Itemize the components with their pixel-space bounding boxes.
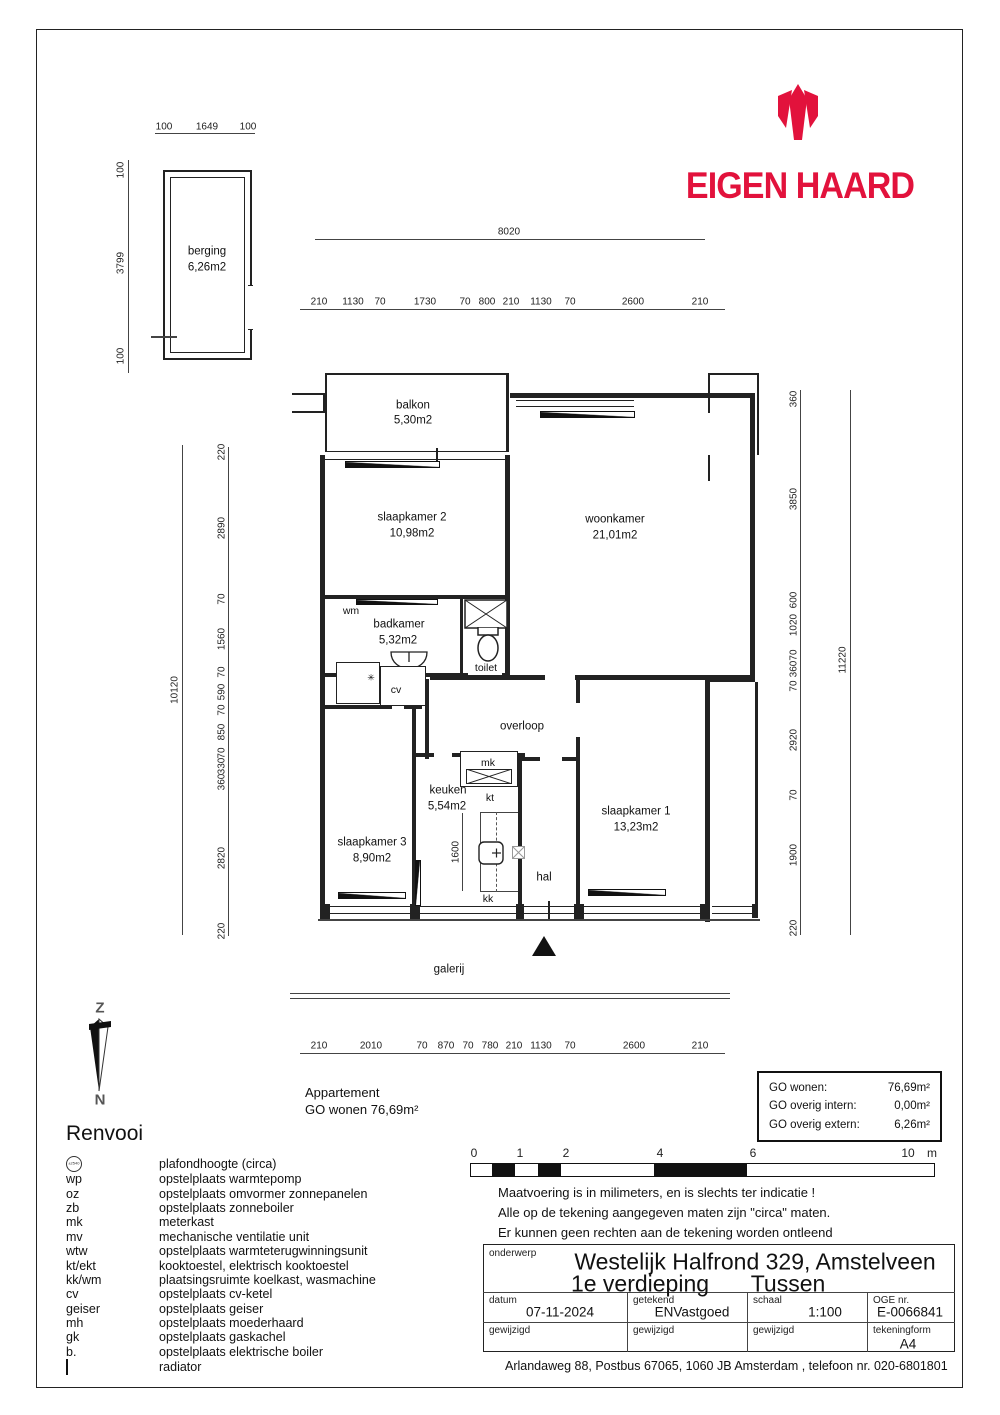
dim-total-right: 11220	[837, 646, 849, 674]
scale-bar	[470, 1163, 935, 1177]
wall	[502, 673, 510, 677]
label-mk: mk	[481, 757, 495, 769]
room-area-slaapkamer1: 13,23m2	[613, 821, 659, 834]
go-row: GO wonen: 76,69m²	[769, 1082, 930, 1095]
dim: 870	[437, 1040, 455, 1052]
wall	[505, 455, 510, 679]
tekeningform-label: tekeningform	[873, 1325, 931, 1336]
dim: 2890	[216, 516, 228, 540]
legend-row: mv mechanische ventilatie unit	[66, 1229, 310, 1244]
eigen-haard-shield-icon	[770, 84, 826, 158]
room-area-slaapkamer3: 8,90m2	[352, 852, 392, 865]
dim: 2600	[622, 1040, 646, 1052]
window-band	[516, 400, 634, 407]
legend-row: geiser opstelplaats geiser	[66, 1301, 264, 1316]
wall	[410, 904, 420, 920]
dim: 70	[374, 296, 386, 308]
dim: 2600	[621, 296, 645, 308]
dim-line-chain-bottom	[300, 1053, 725, 1054]
label-hal: hal	[536, 871, 552, 884]
oge-value: E-0066841	[876, 1304, 944, 1320]
datum-value: 07-11-2024	[525, 1304, 595, 1320]
gewijzigd-label: gewijzigd	[633, 1325, 675, 1336]
legend-row: wp opstelplaats warmtepomp	[66, 1172, 302, 1187]
wall	[325, 373, 508, 375]
wall	[576, 679, 580, 703]
dim: 2820	[216, 846, 228, 870]
room-label-balkon: balkon	[396, 399, 430, 412]
dim: 100	[239, 121, 257, 133]
room-label-slaapkamer1: slaapkamer 1	[601, 805, 671, 818]
dim-line-chain-left	[228, 447, 229, 936]
dim-total-left: 10120	[169, 676, 181, 704]
wall	[708, 373, 758, 375]
berging-door	[151, 336, 177, 338]
scale-segment	[492, 1164, 515, 1176]
wall	[574, 904, 584, 920]
scale-tick: 1	[516, 1146, 524, 1160]
wall	[708, 455, 710, 481]
dim: 220	[216, 922, 228, 940]
dim-line	[128, 160, 129, 373]
door-tick	[548, 901, 550, 919]
dim: 210	[310, 1040, 328, 1052]
dim-line-chain-right	[800, 390, 801, 935]
title-block-line	[483, 1322, 955, 1323]
wall	[750, 393, 755, 682]
project-title: Westelijk Halfrond 329, Amstelveen	[574, 1248, 936, 1275]
room-area-woonkamer: 21,01m2	[592, 529, 638, 542]
wall	[416, 753, 434, 757]
title-block-line	[483, 1292, 955, 1293]
legend-row: mh opstelplaats moederhaard	[66, 1316, 304, 1331]
dim: 70	[216, 704, 228, 716]
dim: 1649	[195, 121, 219, 133]
dim: 2920	[788, 728, 800, 752]
wall	[705, 677, 755, 682]
radiator-icon	[588, 889, 666, 896]
getekend-label: getekend	[633, 1295, 675, 1306]
dim: 210	[691, 1040, 709, 1052]
dim: 220	[216, 443, 228, 461]
label-kk: kk	[482, 893, 494, 905]
gewijzigd-label: gewijzigd	[489, 1325, 531, 1336]
room-area-berging: 6,26m2	[187, 261, 227, 274]
shower-icon	[464, 599, 508, 629]
label-overloop: overloop	[499, 720, 545, 733]
dim: 210	[502, 296, 520, 308]
project-position: Tussen	[750, 1270, 826, 1297]
wall	[752, 904, 758, 918]
dim: 330	[216, 757, 228, 775]
radiator-icon	[540, 411, 635, 418]
legend-row	[66, 1155, 436, 1172]
cv-box	[380, 666, 426, 706]
dim: 1130	[530, 1040, 552, 1052]
wall	[323, 393, 325, 413]
room-label-keuken: keuken	[429, 784, 467, 797]
note-line: Maatvoering is in milimeters, en is slechts ter indicatie !	[498, 1185, 816, 1200]
room-area-keuken: 5,54m2	[427, 800, 467, 813]
label-wm: wm	[342, 605, 360, 617]
wall	[506, 373, 509, 457]
window-band	[330, 906, 410, 914]
window-band	[584, 906, 700, 914]
window-band	[325, 451, 509, 460]
room-area-badkamer: 5,32m2	[378, 634, 418, 647]
scale-tick: 10	[901, 1146, 915, 1160]
dim-total-top: 8020	[497, 226, 521, 238]
vent-icon	[512, 846, 525, 859]
dim: 210	[310, 296, 328, 308]
dim: 850	[216, 723, 228, 741]
legend-row: wtw opstelplaats warmteterugwinningsunit	[66, 1244, 368, 1259]
project-floor: 1e verdieping	[570, 1270, 710, 1297]
dim-line-total-top	[315, 239, 705, 240]
dim: 780	[481, 1040, 499, 1052]
dim-keuken: 1600	[450, 840, 462, 864]
wall	[460, 599, 463, 675]
compass-z: Z	[95, 999, 105, 1017]
dim: 800	[478, 296, 496, 308]
dim: 590	[216, 683, 228, 701]
wall	[757, 373, 759, 455]
dim: 360	[788, 390, 800, 408]
dim: 70	[564, 296, 576, 308]
label-galerij: galerij	[433, 963, 465, 976]
dim: 1020	[788, 613, 800, 637]
compass-needle-icon	[86, 1014, 114, 1094]
wall	[510, 393, 755, 398]
window-band	[420, 906, 516, 914]
legend-label: radiator	[159, 1360, 202, 1375]
wall	[292, 393, 325, 395]
dim: 2010	[359, 1040, 383, 1052]
legend-row: b. opstelplaats elektrische boiler	[66, 1344, 323, 1359]
wall	[700, 904, 710, 920]
dim: 70	[216, 666, 228, 678]
radiator-icon	[356, 599, 438, 605]
note-line: Er kunnen geen rechten aan de tekening worden ontleend	[498, 1225, 833, 1241]
wall	[705, 682, 710, 922]
wall	[522, 757, 540, 761]
go-row: GO overig extern: 6,26m²	[769, 1118, 930, 1131]
dim: 1130	[342, 296, 364, 308]
note-line: Alle op de tekening aangegeven maten zijn "circa" maten.	[498, 1205, 831, 1221]
label-kt: kt	[485, 792, 495, 804]
dim: 70	[216, 593, 228, 605]
geiser-star: ✳	[367, 672, 375, 683]
dim: 100	[155, 121, 173, 133]
crossed-box-icon	[466, 769, 512, 784]
dim: 70	[459, 296, 471, 308]
dim: 70	[462, 1040, 474, 1052]
scale-tick: 0	[470, 1146, 478, 1160]
go-row: GO overig intern: 0,00m²	[769, 1100, 930, 1113]
galerij-line	[290, 998, 730, 999]
summary-line2: GO wonen 76,69m²	[305, 1102, 419, 1117]
room-area-slaapkamer2: 10,98m2	[389, 527, 435, 540]
dim-line-chain-top	[300, 309, 725, 310]
drawing-notes	[498, 1183, 833, 1243]
wall	[755, 682, 758, 914]
legend-label: plafondhoogte (circa)	[159, 1156, 277, 1171]
kitchen-sink-icon	[477, 840, 505, 866]
summary-line1: Appartement	[305, 1085, 380, 1100]
scale-tick: 6	[749, 1146, 757, 1160]
wall	[576, 737, 580, 921]
wall	[325, 373, 327, 457]
renvooi-title: Renvooi	[66, 1122, 144, 1145]
dim: 100	[115, 161, 127, 179]
radiator-icon	[338, 892, 406, 899]
legend-row: mk meterkast	[66, 1215, 214, 1230]
dim: 100	[115, 347, 127, 365]
galerij-line	[290, 993, 730, 994]
legend-row: zb opstelplaats zonneboiler	[66, 1200, 294, 1215]
room-label-woonkamer: woonkamer	[585, 513, 645, 526]
legend-row: kk/wm plaatsingsruimte koelkast, wasmachine	[66, 1272, 376, 1287]
room-label-slaapkamer3: slaapkamer 3	[337, 836, 407, 849]
dim-line-total-left	[182, 445, 183, 935]
legend-row: kt/ekt kooktoestel, elektrisch kooktoestel	[66, 1258, 349, 1273]
schaal-label: schaal	[753, 1295, 782, 1306]
dim-line-total-right	[850, 390, 851, 935]
dim: 1560	[216, 627, 228, 651]
toilet-icon	[473, 627, 503, 663]
radiator-icon	[345, 461, 440, 468]
dim: 70	[788, 680, 800, 692]
title-block-line	[867, 1292, 868, 1352]
berging-window	[248, 285, 253, 330]
go-table	[757, 1071, 942, 1142]
legend-row	[66, 1359, 436, 1375]
dim: 70	[216, 747, 228, 759]
dim: 70	[564, 1040, 576, 1052]
scale-tick: 2	[562, 1146, 570, 1160]
dim: 360	[788, 660, 800, 678]
room-label-badkamer: badkamer	[373, 618, 425, 631]
room-area-balkon: 5,30m2	[393, 414, 433, 427]
counter-edge	[480, 812, 518, 813]
dim-line	[155, 133, 255, 134]
onderwerp-label: onderwerp	[489, 1248, 537, 1259]
dim-line-keuken	[462, 813, 463, 891]
compass-n: N	[94, 1091, 106, 1109]
oge-label: OGE nr.	[873, 1295, 910, 1306]
facade-line	[318, 919, 760, 921]
label-toilet: toilet	[474, 662, 498, 674]
dim: 210	[691, 296, 709, 308]
dim: 360	[216, 773, 228, 791]
legend-row: gk opstelplaats gaskachel	[66, 1330, 286, 1345]
dim: 1730	[413, 296, 437, 308]
scale-unit: m	[927, 1146, 937, 1160]
legend-row: cv opstelplaats cv-ketel	[66, 1287, 273, 1302]
dim: 1130	[530, 296, 552, 308]
datum-label: datum	[489, 1295, 517, 1306]
counter-edge	[480, 891, 518, 892]
dim: 3850	[788, 487, 800, 511]
dim: 210	[505, 1040, 523, 1052]
entrance-arrow-icon	[532, 936, 556, 956]
window-band	[712, 906, 752, 914]
ceiling-height-icon: ±2540	[66, 1156, 82, 1172]
legend-row: oz opstelplaats omvormer zonnepanelen	[66, 1186, 368, 1201]
address-footer: Arlandaweg 88, Postbus 67065, 1060 JB Amsterdam , telefoon nr. 020-6801801	[505, 1359, 948, 1373]
wall	[320, 904, 330, 920]
room-label-berging: berging	[187, 245, 227, 258]
dim: 1900	[788, 843, 800, 867]
title-block-line	[747, 1292, 748, 1352]
room-label-slaapkamer2: slaapkamer 2	[377, 511, 447, 524]
schaal-value: 1:100	[808, 1304, 842, 1320]
scale-tick: 4	[656, 1146, 664, 1160]
gewijzigd-label: gewijzigd	[753, 1325, 795, 1336]
getekend-value: ENVastgoed	[654, 1304, 730, 1320]
dim: 70	[788, 649, 800, 661]
scale-segment	[654, 1164, 747, 1176]
radiator-icon	[415, 860, 421, 906]
dim: 70	[416, 1040, 428, 1052]
dim: 220	[788, 919, 800, 937]
renvooi-legend	[66, 1122, 436, 1375]
wall	[320, 455, 325, 920]
label-cv: cv	[390, 684, 402, 696]
dim: 70	[788, 789, 800, 801]
scale-segment	[538, 1164, 561, 1176]
title-block-line	[627, 1292, 628, 1352]
wall	[292, 411, 325, 413]
dim: 3799	[115, 251, 127, 275]
wall	[518, 757, 522, 921]
wall	[516, 904, 524, 920]
eigen-haard-logo: EIGEN HAARD	[685, 165, 915, 206]
radiator-icon	[66, 1359, 68, 1375]
dim: 600	[788, 591, 800, 609]
tekeningform-value: A4	[899, 1336, 917, 1352]
